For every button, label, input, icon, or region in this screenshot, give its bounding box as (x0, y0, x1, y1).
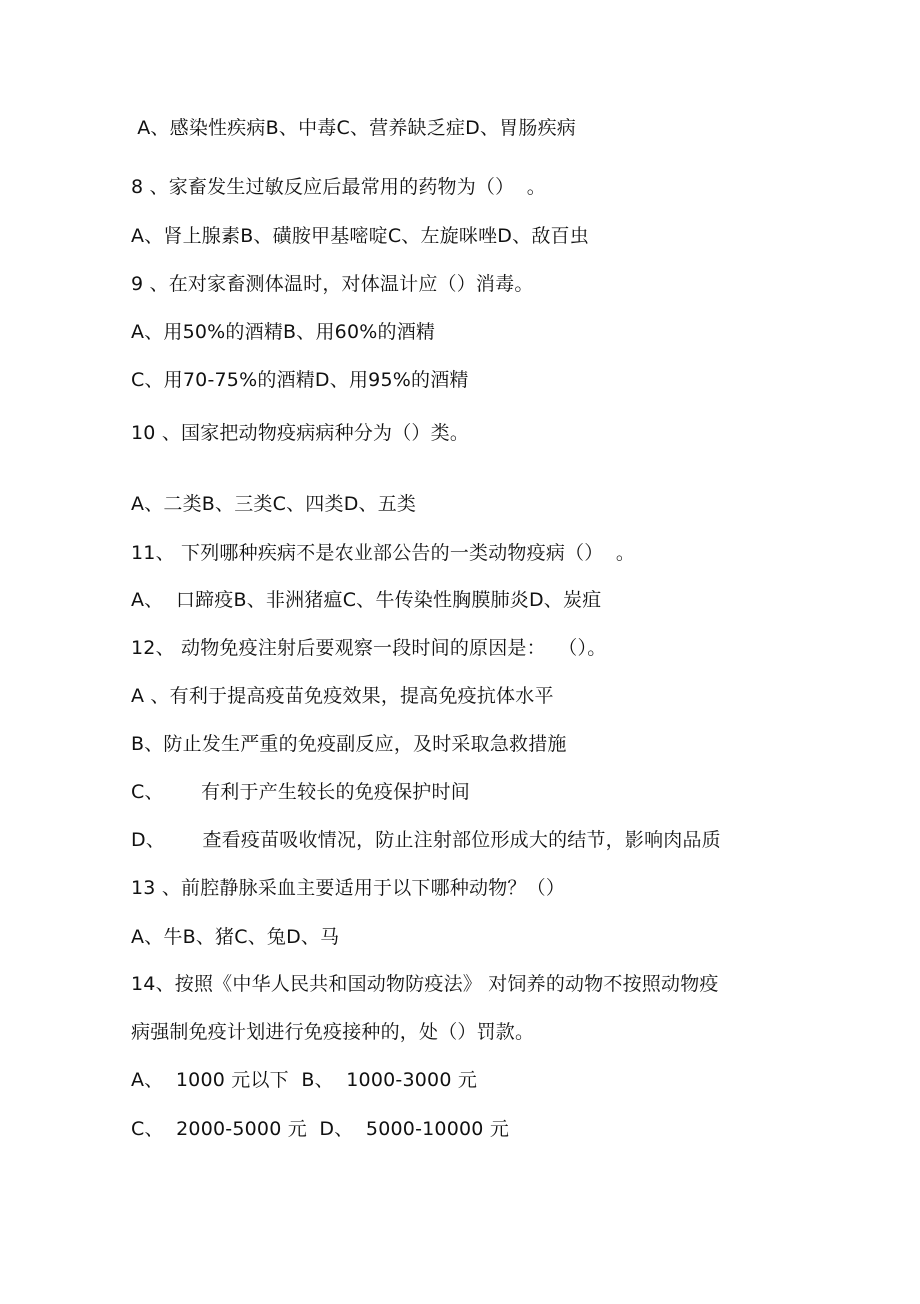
question-14-line1: 14、按照《中华人民共和国动物防疫法》 对饲养的动物不按照动物疫 (131, 973, 719, 995)
question-9: 9 、在对家畜测体温时，对体温计应（）消毒。 (131, 273, 534, 295)
option-q12-d: D、 查看疫苗吸收情况，防止注射部位形成大的结节，影响肉品质 (131, 829, 721, 851)
option-line-q10: A、二类B、三类C、四类D、五类 (131, 493, 417, 515)
option-line-q9-cd: C、用70-75%的酒精D、用95%的酒精 (131, 369, 469, 391)
option-line-q13: A、牛B、猪C、兔D、马 (131, 926, 340, 948)
option-line-q14-ab: A、 1000 元以下 B、 1000-3000 元 (131, 1069, 478, 1091)
option-q12-a: A 、有利于提高疫苗免疫效果，提高免疫抗体水平 (131, 685, 554, 707)
question-13: 13 、前腔静脉采血主要适用于以下哪种动物？（） (131, 877, 566, 899)
option-q12-b: B、防止发生严重的免疫副反应，及时采取急救措施 (131, 733, 567, 755)
question-14-line2: 病强制免疫计划进行免疫接种的，处（）罚款。 (131, 1021, 535, 1043)
question-11: 11、 下列哪种疾病不是农业部公告的一类动物疫病（） 。 (131, 542, 636, 564)
question-8: 8 、家畜发生过敏反应后最常用的药物为（） 。 (131, 176, 547, 198)
option-line-q11: A、 口蹄疫B、非洲猪瘟C、牛传染性胸膜肺炎D、炭疽 (131, 589, 602, 611)
question-10: 10 、国家把动物疫病病种分为（）类。 (131, 422, 470, 444)
question-12: 12、 动物免疫注射后要观察一段时间的原因是： （）。 (131, 637, 607, 659)
option-line-q7: A、感染性疾病B、中毒C、营养缺乏症D、胃肠疾病 (131, 117, 576, 139)
option-line-q8: A、肾上腺素B、磺胺甲基嘧啶C、左旋咪唑D、敌百虫 (131, 225, 589, 247)
option-q12-c: C、 有利于产生较长的免疫保护时间 (131, 781, 470, 803)
option-line-q9-ab: A、用50%的酒精B、用60%的酒精 (131, 321, 436, 343)
option-line-q14-cd: C、 2000-5000 元 D、 5000-10000 元 (131, 1118, 510, 1140)
